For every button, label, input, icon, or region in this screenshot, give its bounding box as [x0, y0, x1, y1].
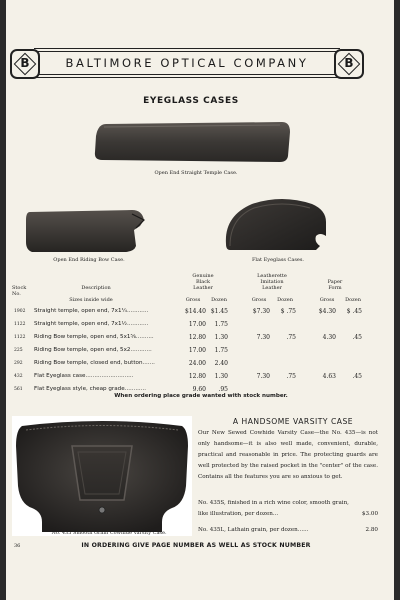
header-rule-top — [34, 48, 340, 49]
header-rule-bottom-thin — [34, 74, 340, 75]
table-row: 1122 Riding Bow temple, open end, 5x1⅝.......... 12.80 1.30 7.30 .75 4.30 .45 — [14, 334, 362, 341]
company-logo-left: B — [10, 49, 40, 79]
varsity-item-1 — [198, 498, 378, 520]
company-name: BALTIMORE OPTICAL COMPANY — [65, 56, 309, 70]
varsity-item-2-price: 2.80 — [365, 527, 378, 533]
riding-bow-caption: Open End Riding Bow Case. — [53, 257, 125, 263]
section-title: EYEGLASS CASES — [143, 96, 239, 106]
table-row: 1122 Straight temple, open end, 7x1½............ 17.00 1.75 — [14, 321, 228, 328]
subheader-dozen-3: Dozen — [345, 297, 361, 303]
header-leatherette: Leatherette Imitation Leather — [257, 273, 287, 291]
varsity-item-2-text: No. 435L, Lathain grain, per dozen...... — [198, 527, 309, 533]
header-description: Description — [81, 285, 111, 291]
sizes-note: Sizes inside wide — [69, 297, 113, 303]
table-row: 292 Riding Bow temple, closed end, button....... 24.00 2.40 — [14, 360, 228, 367]
table-row: 1902 Straight temple, open end, 7x1¼............ $14.40 $1.45 $7.30 $ .75 $4.30 $ .45 — [14, 308, 362, 315]
page-number: 36 — [14, 543, 21, 549]
subheader-dozen-2: Dozen — [277, 297, 293, 303]
table-row: 432 Flat Eyeglass case........................... 12.80 1.30 7.30 .75 4.63 .45 — [14, 373, 362, 380]
header-paper-form: Paper Form — [327, 279, 343, 291]
flat-case-image — [220, 196, 332, 254]
subheader-gross-2: Gross — [251, 297, 267, 303]
subheader-dozen-1: Dozen — [211, 297, 227, 303]
varsity-case-caption: No. 435 Smooth Grain Cowhide Varsity Case. — [51, 530, 167, 536]
flat-case-caption: Flat Eyeglass Cases. — [251, 257, 305, 263]
header-genuine-leather: Genuine Black Leather — [192, 273, 214, 291]
varsity-item-1-text: No. 435S, finished in a rich wine color, smooth grain, like illustration, per dozen... — [198, 500, 349, 517]
header-rule-bottom — [34, 77, 340, 78]
company-logo-right: B — [334, 49, 364, 79]
straight-temple-caption: Open End Straight Temple Case. — [154, 170, 238, 176]
varsity-item-2 — [198, 525, 378, 536]
ordering-note: When ordering place grade wanted with stock number. — [114, 393, 288, 399]
riding-bow-case-image — [24, 206, 146, 254]
varsity-case-image — [12, 416, 192, 536]
catalog-page — [6, 0, 394, 600]
subheader-gross-3: Gross — [319, 297, 335, 303]
varsity-title: A HANDSOME VARSITY CASE — [232, 417, 354, 426]
straight-temple-case-image — [92, 118, 292, 166]
subheader-gross-1: Gross — [185, 297, 201, 303]
varsity-item-1-price: $3.00 — [361, 511, 378, 517]
varsity-paragraph: Our New Sewed Cowhide Varsity Case—the No. 435—is not only handsome—it is also well made, convenient, durable, practical and reasonable in price. The protecting guards are well protected by the raised pocket in the "center" of the case. Contains all the features you are so anxious to get. — [198, 430, 378, 480]
footer-note: IN ORDERING GIVE PAGE NUMBER AS WELL AS STOCK NUMBER — [81, 542, 311, 549]
header-stock-no: Stock No. — [12, 285, 27, 297]
table-row: 561 Flat Eyeglass style, cheap grade............ 9.60 .95 — [14, 386, 228, 393]
table-row: 225 Riding Bow temple, open end, 5x2............ 17.00 1.75 — [14, 347, 228, 354]
header-rule-top-thin — [34, 51, 340, 52]
